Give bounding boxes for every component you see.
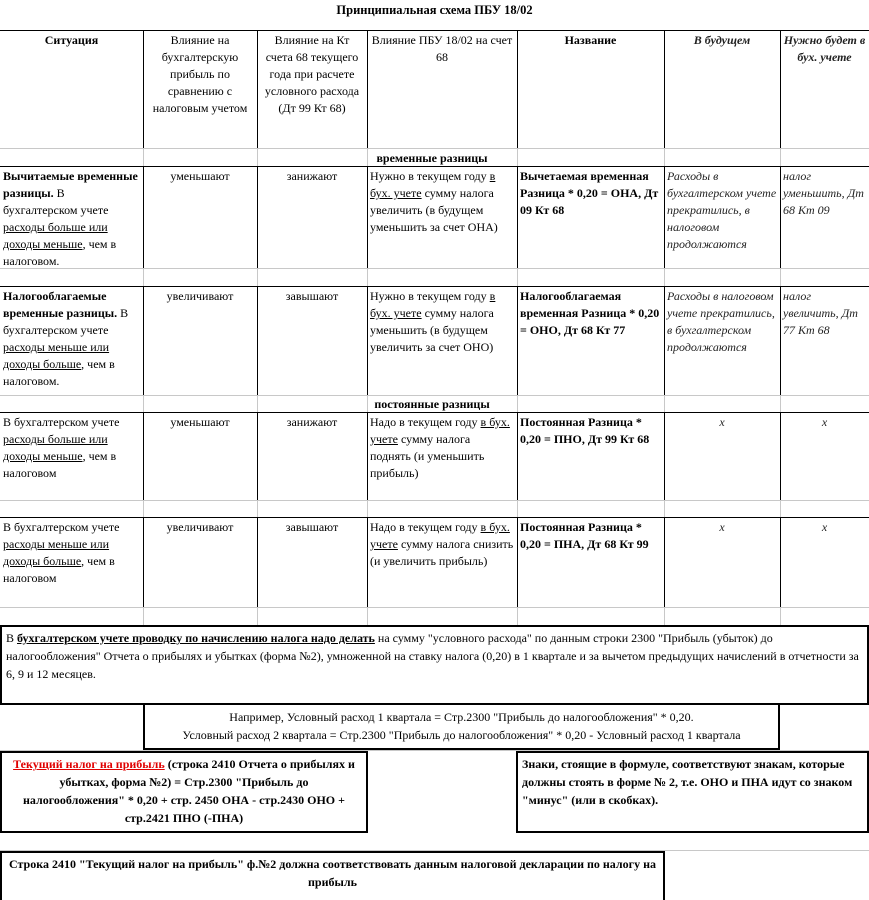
table-row-2-kt68: завышают	[285, 289, 339, 303]
table-row-1-profit: уменьшают	[170, 169, 230, 183]
table-row-4-profit: увеличивают	[166, 520, 234, 534]
table-row-1-pbu: Нужно в текущем году в бух. учете сумму налога увеличить (в будущем уменьшить за счет ОНА)	[370, 169, 498, 234]
header-name: Название	[564, 33, 617, 47]
page-title: Принципиальная схема ПБУ 18/02	[336, 3, 533, 17]
section-permanent: постоянные разницы	[374, 397, 490, 411]
table-row-1-kt68: занижают	[286, 169, 338, 183]
current-tax-formula: Текущий налог на прибыль (строка 2410 Отчета о прибылях и убытках, форма №2) = Стр.2300 "Прибыль до налогообложения" * 0,20 + стр. 2450 ОНА - стр.2430 ОНО + стр.2421 ПНО (-ПНА)	[0, 751, 368, 833]
table-row-3-kt68: занижают	[286, 415, 338, 429]
table-row-4-kt68: завышают	[285, 520, 339, 534]
header-influence-pbu: Влияние ПБУ 18/02 на счет 68	[371, 33, 513, 64]
header-situation: Ситуация	[44, 33, 99, 47]
table-row-3-name: Постоянная Разница * 0,20 = ПНО, Дт 99 Кт 68	[520, 415, 650, 446]
table-row-1-situation: Вычитаемые временные разницы. В бухгалтерском учете расходы больше или доходы меньше, чем в налоговом.	[3, 169, 138, 268]
table-row-3-need: х	[821, 415, 828, 429]
example-box	[143, 705, 780, 750]
table-row-3-profit: уменьшают	[170, 415, 230, 429]
table-row-4-name: Постоянная Разница * 0,20 = ПНА, Дт 68 Кт 99	[520, 520, 649, 551]
final-note: Строка 2410 "Текущий налог на прибыль" ф.№2 должна соответствовать данным налоговой декларации по налогу на прибыль	[0, 851, 665, 900]
table-row-3-pbu: Надо в текущем году в бух. учете сумму налога поднять (и уменьшить прибыль)	[370, 415, 510, 480]
example-line-1: Например, Условный расход 1 квартала = Стр.2300 "Прибыль до налогообложения" * 0,20.	[229, 710, 694, 724]
signs-note: Знаки, стоящие в формуле, соответствуют знакам, которые должны стоять в форме № 2, т.е. ОНО и ПНА идут со знаком "минус" (или в скобках).	[516, 751, 869, 833]
header-need: Нужно будет в бух. учете	[783, 33, 866, 64]
table-row-2-need: налог увеличить, Дт 77 Кт 68	[783, 289, 858, 337]
example-line-2: Условный расход 2 квартала = Стр.2300 "Прибыль до налогообложения" * 0,20 - Условный расход 1 квартала	[182, 728, 741, 742]
table-row-3-future: х	[719, 415, 725, 429]
accounting-note: В бухгалтерском учете проводку по начислению налога надо делать на сумму "условного расхода" по данным строки 2300 "Прибыль (убыток) до налогообложения" Отчета о прибылях и убытках (форма №2), умноженной на ставку налога (0,20) в 1 квартале и за вычетом предыдущих начислений в отчетности за 6, 9 и 12 месяцев.	[0, 625, 869, 705]
table-row-4-situation: В бухгалтерском учете расходы меньше или доходы больше, чем в налоговом	[3, 520, 120, 585]
table-row-2-situation: Налогооблагаемые временные разницы. В бухгалтерском учете расходы меньше или доходы больше, чем в налоговом.	[3, 289, 129, 388]
section-temporary: временные разницы	[376, 151, 488, 165]
table-row-4-need: х	[821, 520, 828, 534]
header-influence-profit: Влияние на бухгалтерскую прибыль по сравнению с налоговым учетом	[152, 33, 248, 115]
table-row-4-pbu: Надо в текущем году в бух. учете сумму налога снизить (и увеличить прибыль)	[370, 520, 514, 568]
grid-line	[0, 500, 869, 501]
table-row-3-situation: В бухгалтерском учете расходы больше или доходы меньше, чем в налоговом	[3, 415, 120, 480]
table-row-2-profit: увеличивают	[166, 289, 234, 303]
grid-line	[0, 607, 869, 608]
table-row-2-name: Налогооблагаемая временная Разница * 0,20 = ОНО, Дт 68 Кт 77	[520, 289, 660, 337]
table-row-4-future: х	[719, 520, 725, 534]
table-row-1-need: налог уменьшить, Дт 68 Кт 09	[783, 169, 864, 217]
header-influence-kt68: Влияние на Кт счета 68 текущего года при расчете условного расхода (Дт 99 Кт 68)	[264, 33, 360, 115]
table-row-1-future: Расходы в бухгалтерском учете прекратились, в налоговом продолжаются	[667, 169, 777, 251]
header-future: В будущем	[693, 33, 751, 47]
table-row-2-future: Расходы в налоговом учете прекратились, в бухгалтерском продолжаются	[667, 289, 775, 354]
table-row-2-pbu: Нужно в текущем году в бух. учете сумму налога уменьшить (в будущем увеличить за счет ОНО)	[370, 289, 496, 354]
table-row-1-name: Вычетаемая временная Разница * 0,20 = ОНА, Дт 09 Кт 68	[520, 169, 659, 217]
